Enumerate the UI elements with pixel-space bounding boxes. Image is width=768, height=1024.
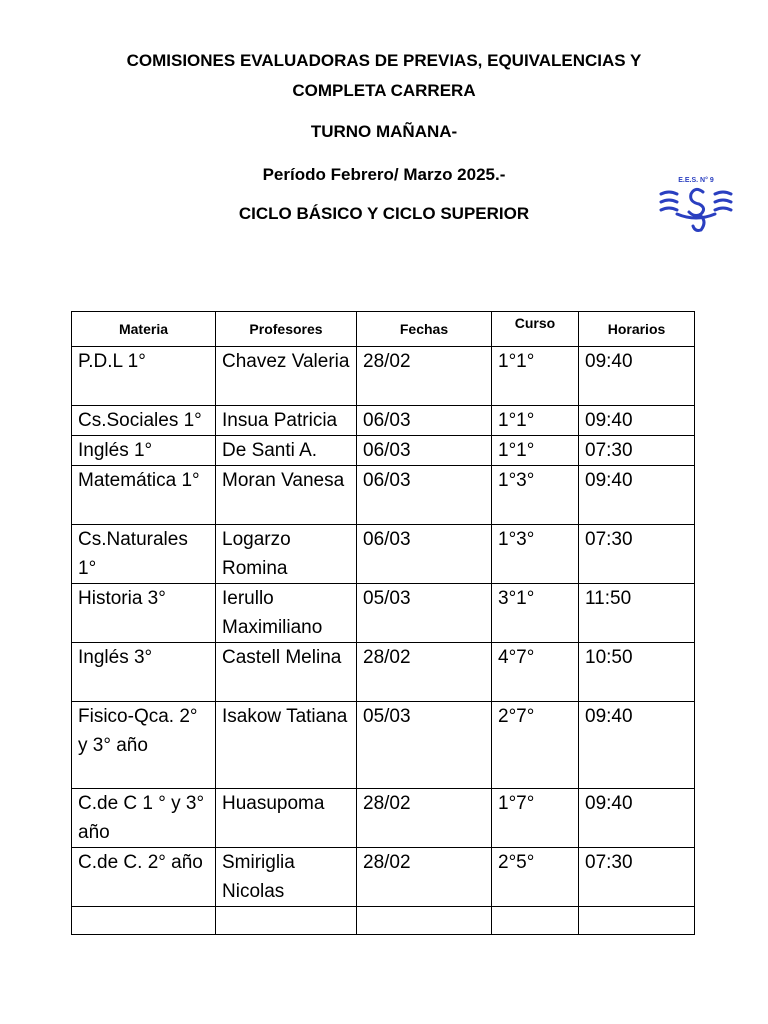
header-fechas: Fechas xyxy=(357,312,492,347)
cell-horario: 09:40 xyxy=(579,789,695,848)
cell-horario: 07:30 xyxy=(579,436,695,466)
cell-profesor: Insua Patricia xyxy=(216,406,357,436)
table-header-row xyxy=(72,312,695,347)
cell-materia: Historia 3° xyxy=(72,584,216,643)
cell-curso: 1°1° xyxy=(492,347,579,406)
cell-fecha: 06/03 xyxy=(357,525,492,584)
cell-profesor: Chavez Valeria xyxy=(216,347,357,406)
cell-profesor: Huasupoma xyxy=(216,789,357,848)
cell-profesor xyxy=(216,907,357,935)
cell-fecha: 06/03 xyxy=(357,406,492,436)
cell-curso: 3°1° xyxy=(492,584,579,643)
cell-fecha: 05/03 xyxy=(357,584,492,643)
table-row xyxy=(72,466,695,525)
cell-fecha: 28/02 xyxy=(357,789,492,848)
commissions-table xyxy=(71,311,695,935)
table-row xyxy=(72,584,695,643)
table-row xyxy=(72,525,695,584)
table-row xyxy=(72,436,695,466)
header-curso: Curso xyxy=(492,312,579,347)
cell-materia: C.de C. 2° año xyxy=(72,848,216,907)
cell-materia xyxy=(72,907,216,935)
cell-materia: Fisico-Qca. 2° y 3° año xyxy=(72,702,216,789)
cell-materia: Matemática 1° xyxy=(72,466,216,525)
cell-fecha: 06/03 xyxy=(357,466,492,525)
cell-materia: Cs.Sociales 1° xyxy=(72,406,216,436)
cell-horario: 07:30 xyxy=(579,525,695,584)
header-profesores: Profesores xyxy=(216,312,357,347)
table-row xyxy=(72,848,695,907)
table-row xyxy=(72,643,695,702)
cell-curso: 2°7° xyxy=(492,702,579,789)
cycle-heading: CICLO BÁSICO Y CICLO SUPERIOR xyxy=(238,204,530,223)
table-row-empty xyxy=(72,907,695,935)
cell-materia: Inglés 1° xyxy=(72,436,216,466)
cell-fecha: 05/03 xyxy=(357,702,492,789)
cell-profesor: Logarzo Romina xyxy=(216,525,357,584)
cell-profesor: De Santi A. xyxy=(216,436,357,466)
cell-profesor: Smiriglia Nicolas xyxy=(216,848,357,907)
cell-curso xyxy=(492,907,579,935)
cell-horario: 09:40 xyxy=(579,406,695,436)
cell-curso: 1°3° xyxy=(492,466,579,525)
cell-curso: 4°7° xyxy=(492,643,579,702)
cell-profesor: Moran Vanesa xyxy=(216,466,357,525)
table-row xyxy=(72,406,695,436)
period-heading: Período Febrero/ Marzo 2025.- xyxy=(262,165,506,184)
cell-horario: 10:50 xyxy=(579,643,695,702)
header-horarios: Horarios xyxy=(579,312,695,347)
document-title: COMISIONES EVALUADORAS DE PREVIAS, EQUIVALENCIAS Y COMPLETA CARRERA xyxy=(126,51,642,100)
cell-horario: 11:50 xyxy=(579,584,695,643)
table-row xyxy=(72,702,695,789)
cell-curso: 1°1° xyxy=(492,436,579,466)
cell-horario: 07:30 xyxy=(579,848,695,907)
cell-horario: 09:40 xyxy=(579,466,695,525)
table-row xyxy=(72,789,695,848)
cell-materia: C.de C 1 ° y 3° año xyxy=(72,789,216,848)
cell-horario xyxy=(579,907,695,935)
cell-curso: 1°7° xyxy=(492,789,579,848)
cell-profesor: Ierullo Maximiliano xyxy=(216,584,357,643)
shift-heading: TURNO MAÑANA- xyxy=(310,122,458,141)
logo-text: E.E.S. N° 9 xyxy=(678,177,714,184)
school-logo xyxy=(657,172,735,234)
cell-profesor: Isakow Tatiana xyxy=(216,702,357,789)
cell-fecha: 28/02 xyxy=(357,643,492,702)
cell-horario: 09:40 xyxy=(579,347,695,406)
cell-materia: Inglés 3° xyxy=(72,643,216,702)
cell-fecha xyxy=(357,907,492,935)
cell-curso: 2°5° xyxy=(492,848,579,907)
cell-materia: Cs.Naturales 1° xyxy=(72,525,216,584)
cell-curso: 1°3° xyxy=(492,525,579,584)
cell-profesor: Castell Melina xyxy=(216,643,357,702)
cell-curso: 1°1° xyxy=(492,406,579,436)
table-row xyxy=(72,347,695,406)
cell-fecha: 06/03 xyxy=(357,436,492,466)
header-materia: Materia xyxy=(72,312,216,347)
cell-horario: 09:40 xyxy=(579,702,695,789)
cell-materia: P.D.L 1° xyxy=(72,347,216,406)
cell-fecha: 28/02 xyxy=(357,848,492,907)
cell-fecha: 28/02 xyxy=(357,347,492,406)
